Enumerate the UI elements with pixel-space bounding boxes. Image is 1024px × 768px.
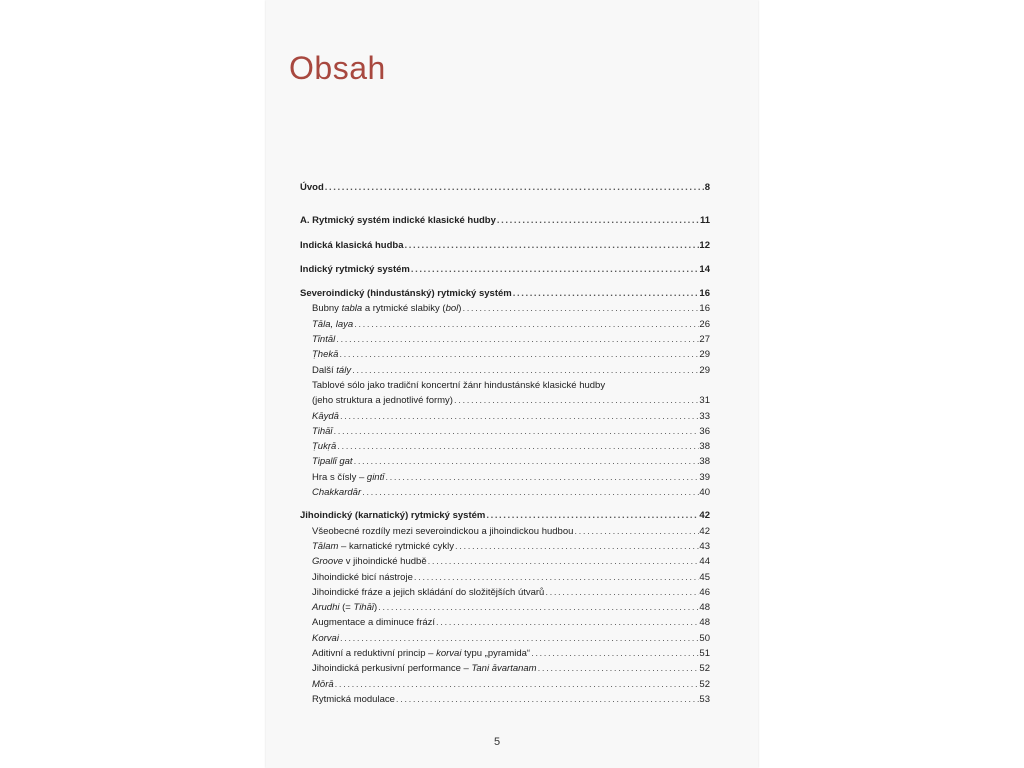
toc-leader-dots (573, 524, 699, 539)
toc-leader-dots (395, 692, 700, 707)
toc-entry-tukra[interactable] (300, 439, 710, 454)
toc-leader-dots (335, 332, 699, 347)
toc-entry-label: Groove v jihoindické hudbě (312, 556, 427, 568)
toc-entry-page: 12 (699, 239, 710, 251)
toc-entry-aditivni-princip[interactable] (300, 646, 710, 661)
toc-entry-jihoindicky-system[interactable] (300, 508, 710, 523)
toc-entry-label: Kāydā (312, 410, 339, 422)
toc-entry-label: Aditivní a reduktivní princip – korvai typu „pyramida“ (312, 648, 531, 660)
toc-leader-dots (353, 454, 700, 469)
toc-entry-chakkardar[interactable] (300, 485, 710, 500)
toc-entry-tala-laya[interactable] (300, 317, 710, 332)
toc-leader-dots (454, 539, 699, 554)
toc-entry-label: Hra s čísly – gintī (312, 471, 385, 483)
toc-leader-dots (339, 409, 699, 424)
toc-entry-indicky-rytmicky-system[interactable] (300, 262, 710, 277)
toc-entry-tintal[interactable] (300, 332, 710, 347)
toc-entry-label: Ṭukṛā (312, 441, 337, 453)
toc-leader-dots (384, 470, 699, 485)
toc-entry-page: 53 (699, 693, 710, 705)
toc-entry-page: 38 (699, 456, 710, 468)
toc-entry-label: Severoindický (hindustánský) rytmický systém (300, 288, 512, 300)
toc-entry-label: Mōrā (312, 678, 334, 690)
toc-entry-label: Bubny tabla a rytmické slabiky (bol) (312, 303, 462, 315)
toc-entry-page: 29 (699, 349, 710, 361)
toc-entry-page: 33 (699, 410, 710, 422)
toc-entry-label: Tālam – karnatické rytmické cykly (312, 540, 455, 552)
toc-entry-korvai[interactable] (300, 631, 710, 646)
toc-entry-label: Tīntāl (312, 334, 336, 346)
toc-leader-dots (410, 262, 700, 277)
toc-leader-dots (427, 554, 700, 569)
toc-entry-kayda[interactable] (300, 409, 710, 424)
toc-entry-line2 (312, 393, 710, 408)
toc-entry-bubny-tabla[interactable] (300, 301, 710, 316)
toc-entry-page: 44 (699, 556, 710, 568)
toc-entry-page: 36 (699, 425, 710, 437)
toc-entry-label: Všeobecné rozdíly mezi severoindickou a jihoindickou hudbou (312, 525, 574, 537)
toc-leader-dots (353, 317, 699, 332)
toc-entry-label: Indická klasická hudba (300, 239, 404, 251)
toc-entry-label: Další tály (312, 364, 352, 376)
toc-entry-page: 48 (699, 602, 710, 614)
toc-entry-label: Indický rytmický systém (300, 263, 410, 275)
toc-entry-uvod[interactable] (300, 180, 710, 195)
page-title: Obsah (289, 50, 386, 86)
toc-entry-page: 16 (699, 303, 710, 315)
toc-entry-page: 40 (699, 487, 710, 499)
toc-leader-dots (461, 301, 699, 316)
toc-entry-page: 42 (699, 510, 710, 522)
toc-leader-dots (537, 661, 700, 676)
toc-entry-page: 45 (699, 571, 710, 583)
toc-leader-dots (351, 363, 699, 378)
toc-entry-label: Chakkardār (312, 487, 362, 499)
toc-entry-label: Augmentace a diminuce frází (312, 617, 436, 629)
toc-entry-label: Jihoindická perkusivní performance – Tani āvartanam (312, 663, 537, 675)
toc-entry-label: (jeho struktura a jednotlivé formy) (312, 395, 453, 407)
toc-entry-page: 52 (699, 678, 710, 690)
toc-entry-tipalli-gat[interactable] (300, 454, 710, 469)
toc-entry-label: Arudhi (= Tihāī) (312, 602, 378, 614)
toc-entry-jihoindicke-fraze[interactable] (300, 585, 710, 600)
toc-entry-label: Rytmická modulace (312, 693, 395, 705)
toc-entry-page: 31 (699, 395, 710, 407)
toc-leader-dots (338, 347, 699, 362)
toc-entry-page: 14 (699, 263, 710, 275)
toc-entry-page: 42 (699, 525, 710, 537)
toc-entry-label: Úvod (300, 182, 324, 193)
toc-entry-section-a[interactable] (300, 213, 710, 228)
toc-entry-label: Jihoindické bicí nástroje (312, 571, 413, 583)
toc-leader-dots (413, 570, 700, 585)
toc-entry-bici-nastroje[interactable] (300, 570, 710, 585)
toc-entry-mora[interactable] (300, 677, 710, 692)
toc-entry-page: 16 (699, 288, 710, 300)
toc-entry-label: Tihāī (312, 425, 333, 437)
toc-entry-arudhi[interactable] (300, 600, 710, 615)
toc-entry-vseobecne-rozdily[interactable] (300, 524, 710, 539)
toc-entry-page: 52 (699, 663, 710, 675)
toc-entry-page: 46 (699, 586, 710, 598)
toc-leader-dots (544, 585, 699, 600)
toc-entry-severoindicky-system[interactable] (300, 286, 710, 301)
toc-entry-label: Jihoindické fráze a jejich skládání do složitějších útvarů (312, 586, 545, 598)
toc-leader-dots (485, 508, 699, 523)
toc-entry-page: 50 (699, 632, 710, 644)
toc-entry-label: A. Rytmický systém indické klasické hudby (300, 215, 496, 227)
toc-entry-dalsi-taly[interactable] (300, 363, 710, 378)
toc-leader-dots (496, 213, 700, 228)
toc-entry-page: 51 (699, 648, 710, 660)
toc-entry-label: Ṭhekā (312, 349, 339, 361)
toc-entry-rytmicka-modulace[interactable] (300, 692, 710, 707)
toc-entry-label: Jihoindický (karnatický) rytmický systém (300, 510, 486, 522)
toc-entry-page: 26 (699, 318, 710, 330)
toc-leader-dots (324, 180, 705, 195)
toc-entry-hra-s-cisly[interactable] (300, 470, 710, 485)
toc-entry-label: Tāla, laya (312, 318, 354, 330)
toc-entry-tablove-solo[interactable] (300, 378, 710, 409)
toc-leader-dots (339, 631, 699, 646)
toc-entry-page: 8 (704, 182, 710, 193)
toc-leader-dots (453, 393, 699, 408)
toc-entry-theka[interactable] (300, 347, 710, 362)
toc-entry-perkusivni-performance[interactable] (300, 661, 710, 676)
toc-entry-indicka-klasicka-hudba[interactable] (300, 238, 710, 253)
toc-leader-dots (404, 238, 700, 253)
toc-entry-groove[interactable] (300, 554, 710, 569)
toc-entry-tihai[interactable] (300, 424, 710, 439)
toc-entry-label-line1: Tablové sólo jako tradiční koncertní žánr hindustánské klasické hudby (312, 379, 606, 391)
toc-entry-augmentace[interactable] (300, 615, 710, 630)
toc-leader-dots (333, 424, 700, 439)
toc-entry-page: 38 (699, 441, 710, 453)
toc-leader-dots (512, 286, 700, 301)
toc-leader-dots (377, 600, 699, 615)
toc-entry-page: 27 (699, 334, 710, 346)
toc-entry-page: 48 (699, 617, 710, 629)
toc-leader-dots (336, 439, 699, 454)
toc-entry-page: 43 (699, 540, 710, 552)
toc-entry-page: 11 (699, 215, 710, 227)
page-number: 5 (494, 736, 501, 748)
toc-entry-page: 29 (699, 364, 710, 376)
toc-entry-page: 39 (699, 471, 710, 483)
toc-entry-talam[interactable] (300, 539, 710, 554)
toc-entry-label: Tipallī gat (312, 456, 353, 468)
toc-leader-dots (334, 677, 700, 692)
toc-leader-dots (435, 615, 699, 630)
toc-leader-dots (361, 485, 699, 500)
toc-entry-label: Korvai (312, 632, 339, 644)
toc-leader-dots (530, 646, 699, 661)
table-of-contents (300, 180, 710, 707)
